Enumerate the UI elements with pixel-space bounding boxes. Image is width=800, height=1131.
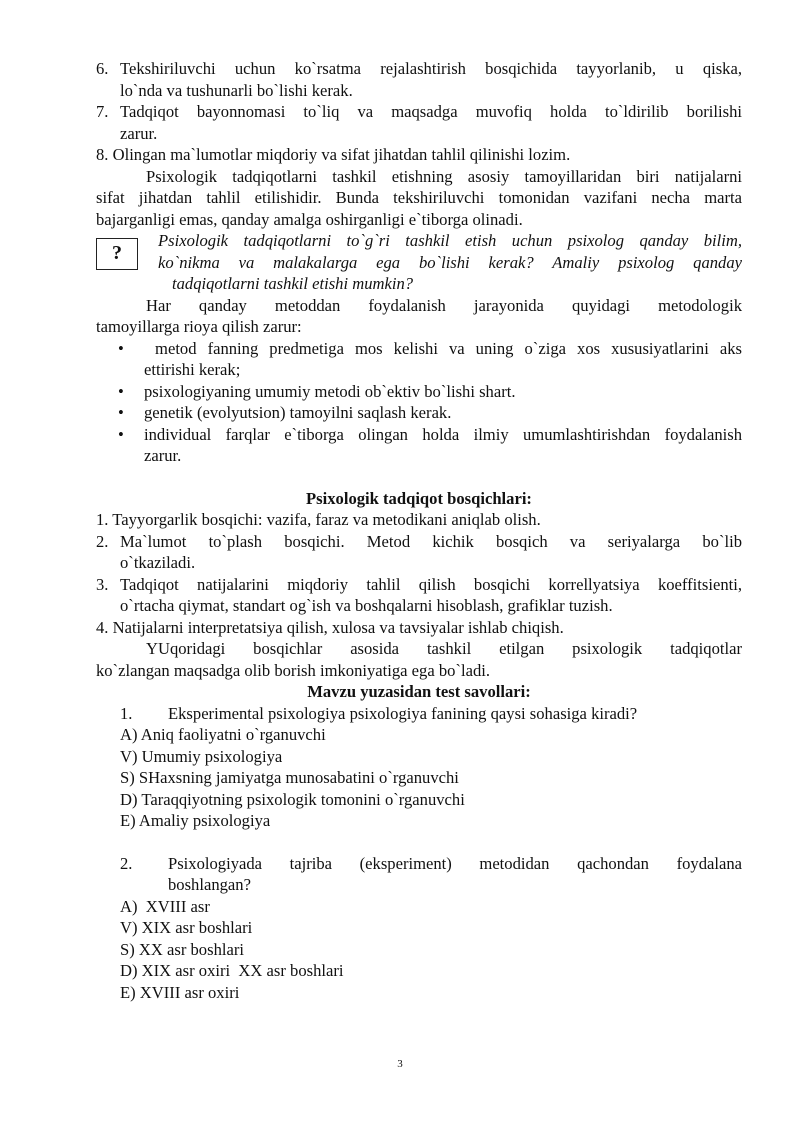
paragraph-methodology [96,295,742,338]
list-text: lo`nda va tushunarli bo`lishi kerak. [120,80,353,100]
list-item [96,338,742,381]
bullet-icon: • [118,381,124,401]
question-text: Eksperimental psixologiya psixologiya fanining qaysi sohasiga kiradi? [168,703,638,723]
paragraph-line: Psixologik tadqiqotlarni tashkil etishning asosiy tamoyillaridan biri natijalarni [146,166,742,186]
section-heading: Psixologik tadqiqot bosqichlari: [306,488,532,508]
paragraph-conclusion [96,638,742,681]
stage-1: 1. Tayyorgarlik bosqichi: vazifa, faraz va metodikani aniqlab olish. [96,510,541,529]
stage-4: 4. Natijalarni interpretatsiya qilish, xulosa va tavsiyalar ishlab chiqish. [96,617,564,637]
list-number: 3. [96,574,109,594]
test-heading: Mavzu yuzasidan test savollari: [307,682,531,701]
answer-option: D) XIX asr oxiri XX asr boshlari [120,961,344,980]
answer-option: D) Taraqqiyotning psixologik tomonini o`rganuvchi [120,789,465,809]
question-number: 2. [120,853,133,873]
question-callout [96,230,742,295]
list-item-7 [96,101,742,144]
stage-2 [96,531,742,574]
list-number: 6. [96,59,109,78]
answer-option: V) Umumiy psixologiya [120,746,283,766]
document-page [96,58,742,1003]
bullet-text: zarur. [144,446,182,465]
stage-text: Tadqiqot natijalarini miqdoriy tahlil qilish bosqichi korrellyatsiya koeffitsienti, [120,574,742,594]
answer-option: S) XX asr boshlari [120,939,244,959]
stage-text: Ma`lumot to`plash bosqichi. Metod kichik bosqich va seriyalarga bo`lib [120,531,742,551]
bullet-icon: • [118,338,124,358]
paragraph-principles [96,166,742,231]
test-question-1 [96,703,742,832]
stage-text: o`rtacha qiymat, standart og`ish va boshqalarni hisoblash, grafiklar tuzish. [120,596,613,615]
paragraph-line: ko`zlangan maqsadga olib borish imkoniyatiga ega bo`ladi. [96,660,490,680]
question-mark-icon: ? [96,238,138,270]
paragraph-line: sifat jihatdan tahlil etilishidir. Bunda tekshiriluvchi tomonidan vazifani necha marta [96,188,742,207]
list-item-6 [96,58,742,101]
list-number: 7. [96,102,109,121]
bullet-text: individual farqlar e`tiborga olingan holda ilmiy umumlashtirishdan foydalanish [144,424,742,444]
bullet-icon: • [118,424,124,444]
bullet-text: psixologiyaning umumiy metodi ob`ektiv bo`lishi shart. [144,381,516,401]
bullet-text: ettirishi kerak; [144,360,241,379]
stage-3 [96,574,742,617]
list-item-8: 8. Olingan ma`lumotlar miqdoriy va sifat jihatdan tahlil qilinishi lozim. [96,145,571,164]
paragraph-line: Har qanday metoddan foydalanish jarayonida quyidagi metodologik [146,295,742,315]
test-question-2 [96,853,742,1004]
answer-option: S) SHaxsning jamiyatga munosabatini o`rganuvchi [120,768,459,787]
bullet-icon: • [118,403,124,422]
bullet-list [96,338,742,467]
question-line: Psixologik tadqiqotlarni to`g`ri tashkil etish uchun psixolog qanday bilim, [158,231,742,250]
answer-option: A) XVIII asr [120,896,210,916]
question-line: tadqiqotlarni tashkil etishi mumkin? [172,274,414,293]
list-text: Tekshiriluvchi uchun ko`rsatma rejalashtirish bosqichida tayyorlanib, u qiska, [120,59,742,78]
answer-option: A) Aniq faoliyatni o`rganuvchi [120,725,326,744]
bullet-text: genetik (evolyutsion) tamoyilni saqlash kerak. [144,403,452,422]
answer-option: E) XVIII asr oxiri [120,982,240,1002]
list-text: Tadqiqot bayonnomasi to`liq va maqsadga muvofiq holda to`ldirilib borilishi [120,102,742,121]
bullet-text: metod fanning predmetiga mos kelishi va uning o`ziga xos xususiyatlarini aks [144,338,742,358]
question-text: Psixologiyada tajriba (eksperiment) metodidan qachondan foydalana [168,853,742,873]
page-number: 3 [397,1058,403,1070]
question-line: ko`nikma va malakalarga ega bo`lishi kerak? Amaliy psixolog qanday [158,252,742,272]
list-item [96,402,742,424]
question-number: 1. [120,703,133,723]
stage-text: o`tkaziladi. [120,553,196,572]
paragraph-line: YUqoridagi bosqichlar asosida tashkil etilgan psixologik tadqiqotlar [146,639,742,658]
list-item [96,424,742,467]
list-item [96,381,742,403]
answer-option: V) XIX asr boshlari [120,918,253,937]
question-text: boshlangan? [168,875,251,894]
answer-option: E) Amaliy psixologiya [120,811,271,830]
paragraph-line: tamoyillarga rioya qilish zarur: [96,317,302,336]
list-number: 2. [96,531,109,551]
paragraph-line: bajarganligi emas, qanday amalga oshirganligi e`tiborga olinadi. [96,209,523,229]
list-text: zarur. [120,123,158,143]
